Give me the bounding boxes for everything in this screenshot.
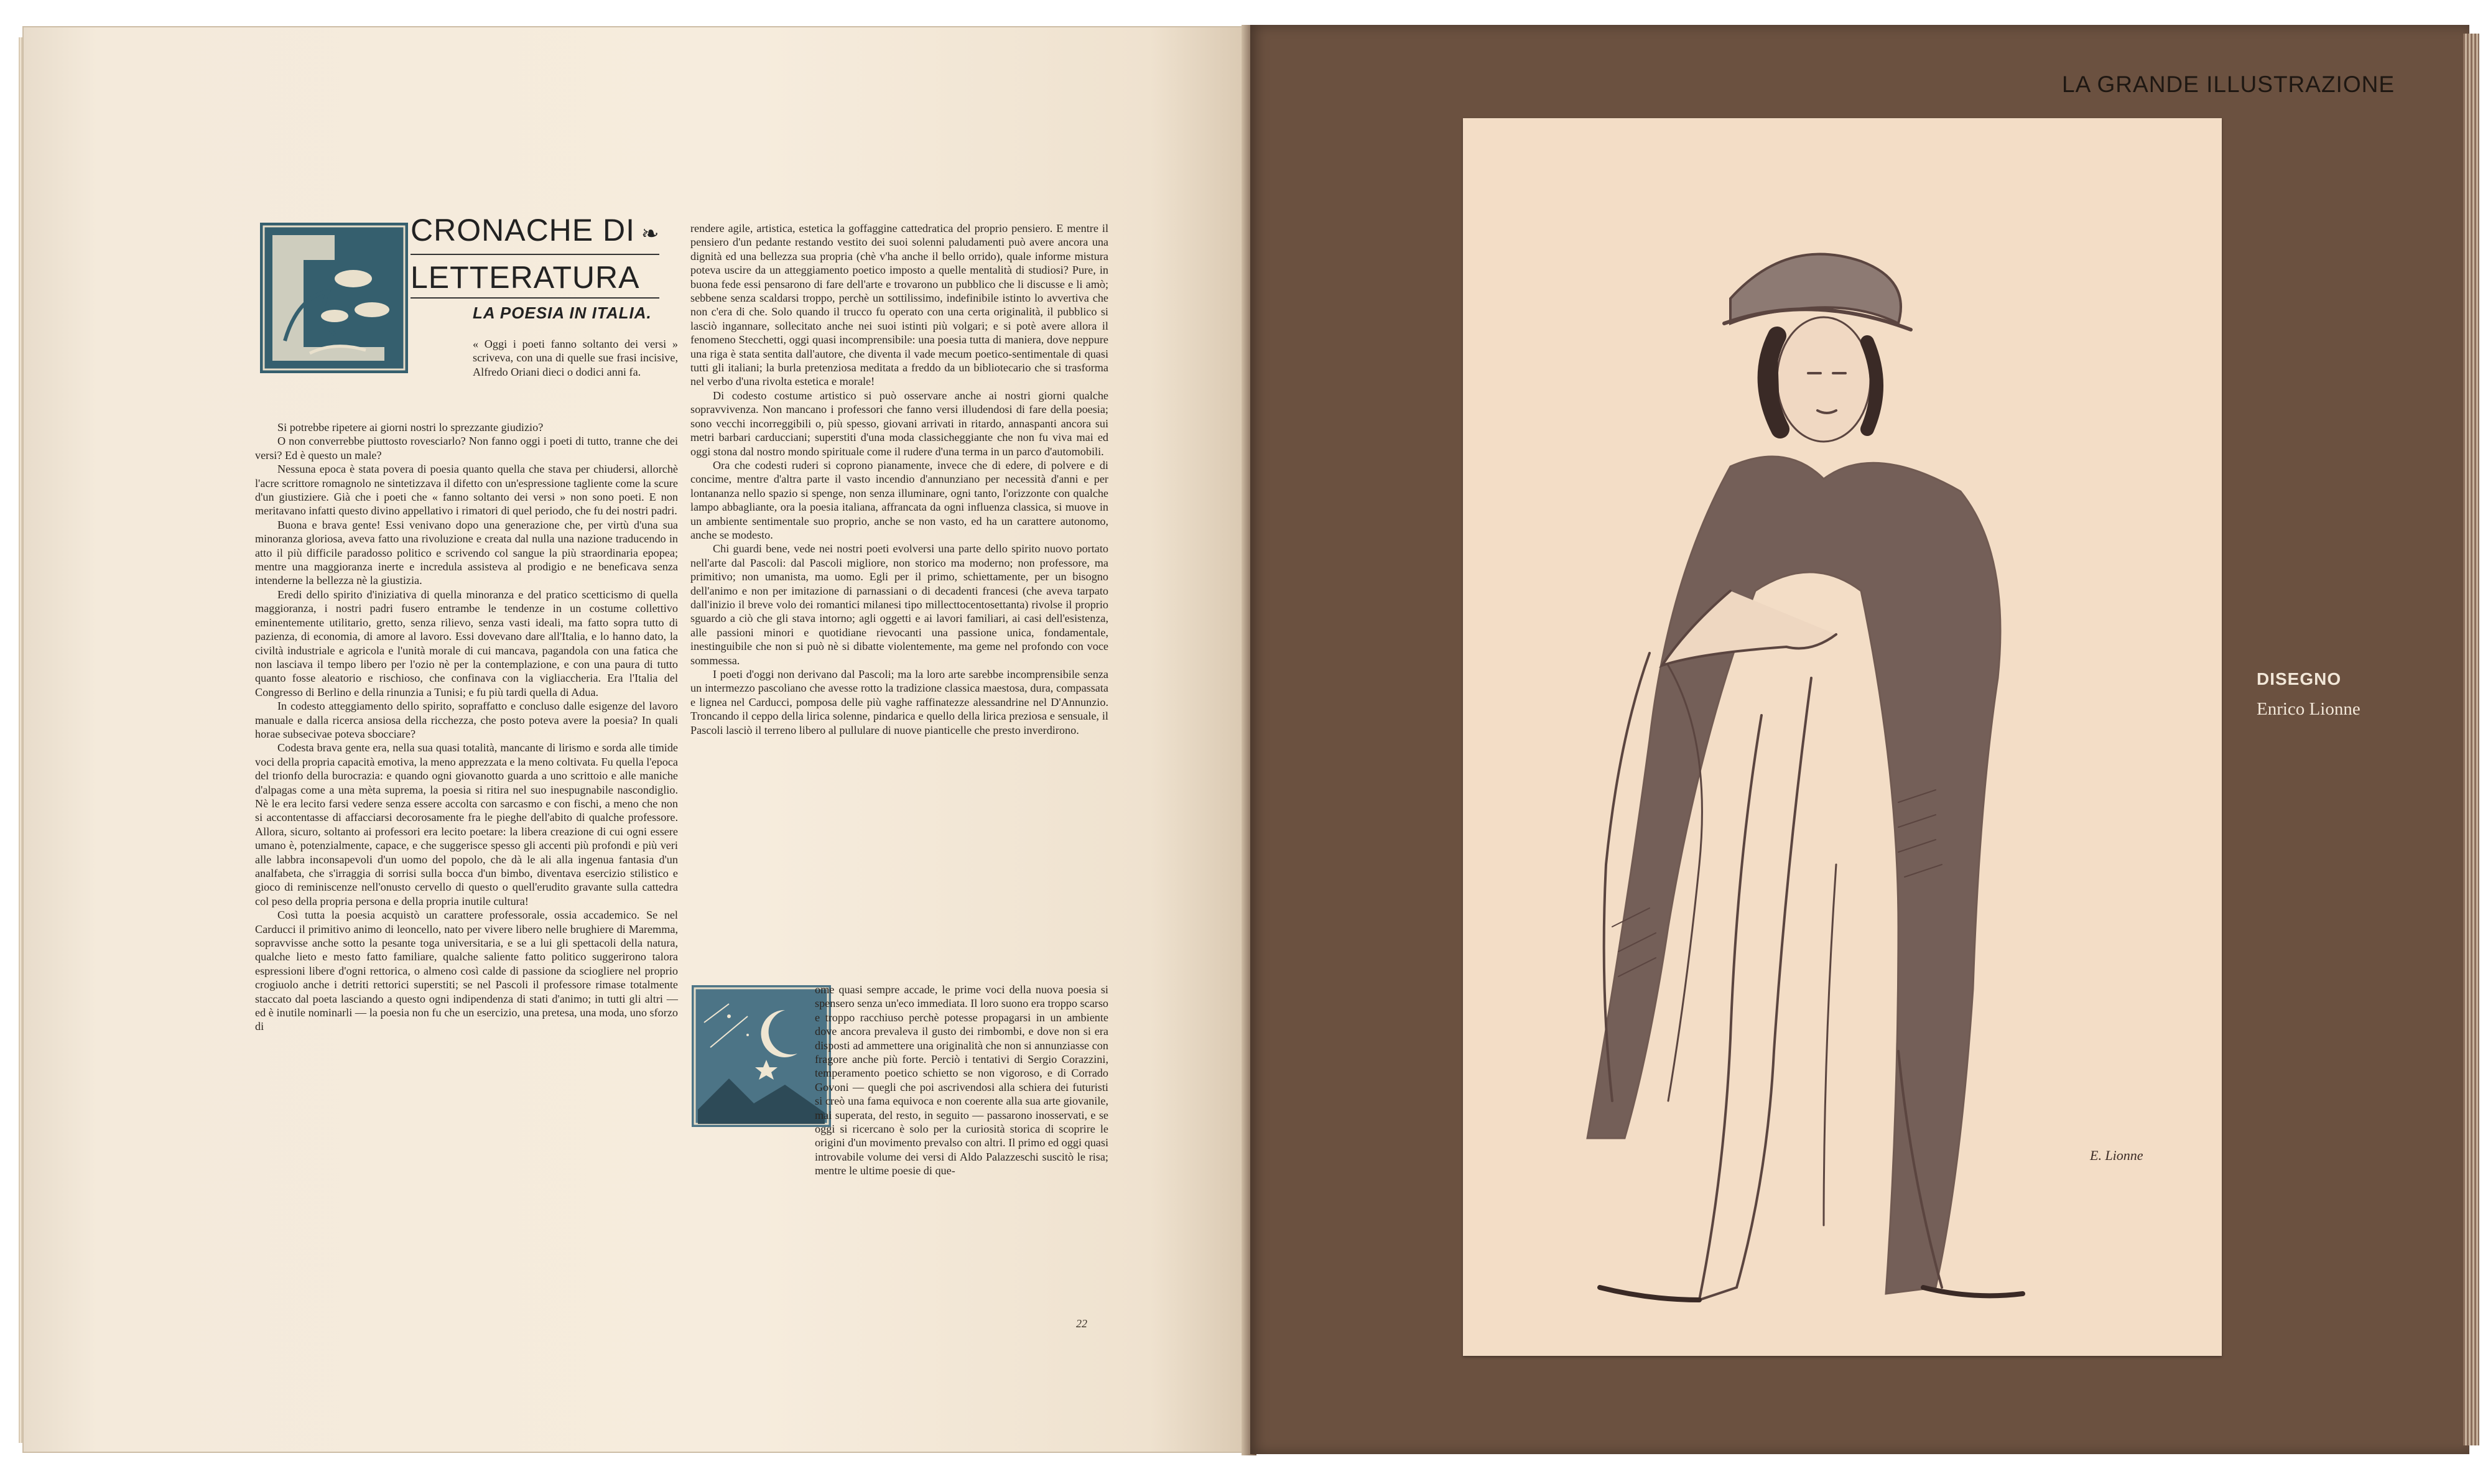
column-2-continuation	[815, 983, 1108, 1178]
paragraph: Chi guardi bene, vede nei nostri poeti evolversi una parte dello spirito nuovo portato nell'arte dal Pascoli: dal Pascoli migliore, non storico ma moderno; non professore, ma primitivo; non umanista, ma uomo. Egli per il primo, schiettamente, per un bisogno dell'animo e non per imitazione di parnassiani o di decadenti francesi (che aveva tarpato dall'inizio il breve volo dei romantici milanesi tipo millecttocentosettanta) rivolse il proprio sguardo a ciò che gli stava intorno; agli oggetti e ai lavori familiari, ai casi dell'esistenza, alle passioni minori e quotidiane rievocanti una passione unica, fondamentale, inestinguibile che non si può nè si dibatte violentemente, ma geme nel profondo con voce sommessa.	[690, 542, 1108, 667]
column-1-body	[255, 420, 678, 1034]
column-1-intro	[473, 337, 678, 379]
paragraph: Si potrebbe ripetere ai giorni nostri lo sprezzante giudizio?	[277, 421, 544, 434]
paragraph: Buona e brava gente! Essi venivano dopo una generazione che, per virtù d'una sua minoranza gloriosa, aveva fatto una rivoluzione e creata dal nulla una nazione traducendo in atto il più difficile paradosso politico e scrivendo col sangue la più straordinaria epopea; mentre una maggioranza inerte e incredula assisteva al prodigio e ne beneficava senza intenderne la bellezza nè la giustizia.	[255, 518, 678, 587]
paragraph: Codesta brava gente era, nella sua quasi totalità, mancante di lirismo e sorda alle timide voci della propria capacità emotiva, la meno apprezzata e la meno coltivata. Fu quella l'epoca del trionfo della burocrazia: e quando ogni giovanotto guarda a uno scrittoio e alle maniche d'alpagas come a una mèta suprema, la poesia si ritira nel suo inespugnabile nascondiglio. Nè le era lecito farsi vedere senza essere accolta con sarcasmo e con fischi, a meno che non si accontentasse di affacciarsi decorosamente fra le pieghe dell'abito di qualche professore. Allora, sicuro, soltanto ai professori era lecito poetare: la libera creazione di cui ogni essere umano è, potenzialmente, capace, e che suggerisce spesso gli accenti più profondi e più veri alle labbra inconsapevoli d'un uomo del popolo, che dà le ali alla ingenua fantasia d'un analfabeta, che s'irraggia di sorrisi sulla bocca d'un bimbo, diventava esercizio stilistico e gioco di reminiscenze nell'onusto cervello di questo o quell'erudito gravante sulla cattedra col peso della propria persona e della propria inutile cultura!	[255, 741, 678, 907]
title-line-2: LETTERATURA	[411, 260, 640, 295]
article-heading	[411, 211, 660, 302]
artist-signature: E. Lionne	[2090, 1148, 2143, 1163]
paragraph: « Oggi i poeti fanno soltanto dei versi » scriveva, con una di quelle sue frasi incisive, Alfredo Oriani dieci o dodici anni fa.	[473, 338, 678, 378]
article-subtitle: LA POESIA IN ITALIA.	[473, 304, 652, 322]
paragraph: Di codesto costume artistico si può osservare anche ai nostri giorni qualche sopravvivenza. Non mancano i professori che fanno versi illudendosi di fare della poesia; sono vecchi incorreggibili o, più spesso, giovani arrivati in ritardo, annaspanti ancora sui metri barbari carducciani; superstiti d'una moda classicheggiante che non fu viva mai ed oggi stona dal nostro mondo spirituale come il rudere d'una terma in un parco d'automobili.	[690, 389, 1108, 458]
page-number: 22	[1076, 1317, 1087, 1330]
paragraph: Nessuna epoca è stata povera di poesia quanto quella che stava per chiudersi, allorchè l'acre scrittore romagnolo ne sintetizzava il difetto con un'espressione tagliente come la scure d'un giustiziere. Già che i poeti che « fanno soltanto dei versi » non sono poeti. E non meritavano infatti questo divino appellativo i rimatori di quel periodo, che fu dei nostri padri.	[255, 463, 678, 517]
paragraph: Ora che codesti ruderi si coprono pianamente, invece che di edere, di polvere e di concime, mentre d'altra parte il vasto incendio d'annunziano per necessità d'anni e per lontananza nello spazio si spenge, non senza illuminare, ogni tanto, l'orizzonte con qualche lampo abbagliante, ora la poesia italiana, affrancata da ogni influenza classica, si muove in un ambiente sentimentale suo proprio, anche se non vasto, ed ha un carattere autonomo, anche se modesto.	[690, 458, 1108, 541]
paragraph: Eredi dello spirito d'iniziativa di quella minoranza e del pratico scetticismo di quella maggioranza, i nostri padri fusero entrambe le tendenze in un costume collettivo eminentemente utilitario, gretto, senza rilievo, senza vasti ideali, ma fatto sopra tutto di pazienza, di economia, di amore al lavoro. Essi dovevano dare all'Italia, e lo hanno dato, la civiltà industriale e agricola e l'unità morale di cui mancava, pagandola con una fatica che non lasciava il tempo libero per l'ozio nè per la contemplazione, e con una paura di tutto quanto fosse aleatorio e rischioso, che confinava con la vigliaccheria. Era l'Italia del Congresso di Berlino e della rinunzia a Tunisi; e fu più tardi quella di Adua.	[255, 588, 678, 698]
paragraph: ome quasi sempre accade, le prime voci della nuova poesia si spensero senza un'eco immediata. Il loro suono era troppo scarso e troppo racchiuso perchè potesse propagarsi in un ambiente dove ancora prevaleva il gusto dei rimbombi, e dove non si era disposti ad ammettere una originalità che non si annunziasse con fragore anche più forte. Perciò i tentativi di Sergio Corazzini, temperamento poetico schietto se non vigoroso, e di Corrado Govoni — quegli che poi ascrivendosi alla schiera dei futuristi si creò una fama equivoca e non coerente alla sua arte giovanile, mai superata, del resto, in seguito — passarono inosservati, e se oggi si ricercano è solo per la curiosità storica di scoprire le origini d'un movimento prevalso con altri. Il primo ed oggi quasi introvabile volume dei versi di Aldo Palazzeschi suscitò le risa; mentre le ultime poesie di que-	[815, 983, 1108, 1177]
title-rule-2	[411, 297, 659, 299]
column-2-body	[690, 221, 1108, 737]
title-line-1	[411, 211, 660, 253]
paragraph: rendere agile, artistica, estetica la goffaggine cattedratica del proprio pensiero. E mentre il pensiero d'un pedante restando vestito dei suoi solenni paludamenti può avere ancora una dignità ed una bellezza sua propria (chè v'ha anche il bello orrido), quale informe mistura poteva uscire da un atteggiamento poetico imposto a quelle mentalità di studiosi? Pure, in buona fede essi pensarono di fare dell'arte e trovarono un pubblico che li discusse e li amò; sebbene senza scaldarsi troppo, perchè un sottilissimo, indefinibile istinto lo avvertiva che non c'era di che. Solo quando il trucco fu operato con una certa originalità, il pubblico si lasciò ingannare, sollecitato anche nei suoi istinti più volgari; e si potè avere allora il fenomeno Stecchetti, oggi quasi incomprensibile: una poesia tutta di maniera, dove neppure una riga è stata sentita dall'autore, che diventa il vade mecum poetico-sentimentale di quasi tutti gli italiani; la burla pretenziosa meditata a freddo da un bibliotecario che si trasforma nel verbo d'una rivolta estetica e morale!	[690, 222, 1108, 388]
title-rule	[411, 254, 659, 255]
drawing-plate	[1463, 118, 2222, 1356]
magazine-masthead: LA GRANDE ILLUSTRAZIONE	[2062, 72, 2395, 97]
fleuron-icon: ❧	[641, 222, 660, 246]
caption-title: DISEGNO	[2257, 669, 2342, 689]
paragraph: O non converrebbe piuttosto rovesciarlo? Non fanno oggi i poeti di tutto, tranne che dei versi? Ed è questo un male?	[255, 435, 678, 461]
paragraph: Così tutta la poesia acquistò un carattere professorale, ossia accademico. Se nel Carducci il primitivo animo di leoncello, nato per vivere libero nelle brughiere di Maremma, sopravvisse anche sotto la pesante toga universitaria, e se a lui gli spettacoli della natura, qualche lieto e mesto fatto familiare, qualche saliente fatto politico suggerirono talora espressioni libere d'ogni rettorica, o almeno così calde di passione da sciogliere nel proprio crogiuolo anche i detriti rettorici superstiti; se nel Pascoli il professore rimase totalmente staccato dal poeta lasciando a questo ogni indipendenza di stati d'animo; in tutti gli altri — ed è inutile nominarli — la poesia non fu che un esercizio, una pretesa, una moda, uno sforzo di	[255, 909, 678, 1033]
paragraph: I poeti d'oggi non derivano dal Pascoli; ma la loro arte sarebbe incomprensibile senza un intermezzo pascoliano che avesse rotto la tradizione classica maestosa, dura, compassata e lignea nel Carducci, pomposa delle più vaghe raffinatezze alessandrine nel D'Annunzio. Troncando il ceppo della lirica solenne, pindarica e quello della lirica preziosa e sensuale, il Pascoli lasciò il terreno libero al pullulare di nuove pianticelle che presto inverdirono.	[690, 668, 1108, 736]
illustrated-drop-cap-c	[260, 223, 408, 373]
title-line-1-text: CRONACHE DI	[411, 213, 636, 248]
paragraph: In codesto atteggiamento dello spirito, sopraffatto e concluso dalle esigenze del lavoro manuale e dalla ricerca ansiosa della ricchezza, che posto poteva avere la poesia? In quali horae subsecivae poteva sbocciare?	[255, 700, 678, 740]
night-sky-drop-cap-c	[692, 985, 831, 1127]
woman-portrait-drawing	[1463, 118, 2222, 1356]
caption-artist: Enrico Lionne	[2257, 699, 2360, 719]
right-page-edges	[2463, 34, 2479, 1445]
